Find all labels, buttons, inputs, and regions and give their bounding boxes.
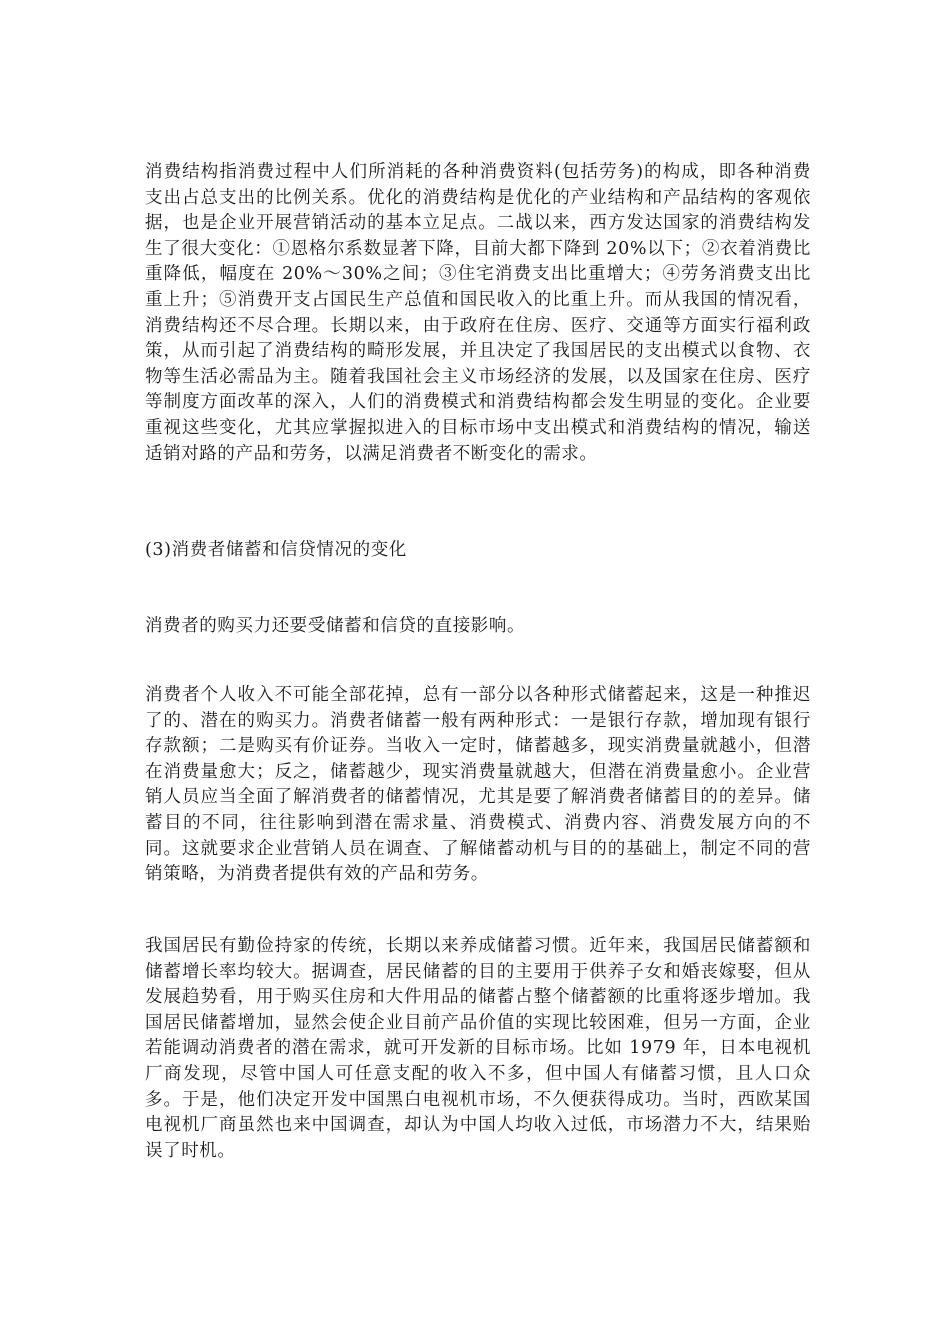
paragraph-savings-intro: 消费者的购买力还要受储蓄和信贷的直接影响。 xyxy=(145,616,526,636)
paragraph-consumption-structure: 消费结构指消费过程中人们所消耗的各种消费资料(包括劳务)的构成，即各种消费支出占总支出的比例关系。优化的消费结构是优化的产业结构和产品结构的客观依据，也是企业开展营销活动的基本立足点。二战以来，西方发达国家的消费结构发生了很大变化：①恩格尔系数显著下降，目前大都下降到 20%以下；②衣着消费比重降低，幅度在 20%～30%之间；③住宅消费支出比重增大；④劳务消费支出比重上升；⑤消费开支占国民生产总值和国民收入的比重上升。而从我国的情况看，消费结构还不尽合理。长期以来，由于政府在住房、医疗、交通等方面实行福利政策，从而引起了消费结构的畸形发展，并且决定了我国居民的支出模式以食物、衣物等生活必需品为主。随着我国社会主义市场经济的发展，以及国家在住房、医疗等制度方面改革的深入，人们的消费模式和消费结构都会发生明显的变化。企业要重视这些变化，尤其应掌握拟进入的目标市场中支出模式和消费结构的情况，输送适销对路的产品和劳务，以满足消费者不断变化的需求。 xyxy=(145,162,811,464)
paragraph-savings-forms: 消费者个人收入不可能全部花掉，总有一部分以各种形式储蓄起来，这是一种推迟了的、潜在的购买力。消费者储蓄一般有两种形式：一是银行存款，增加现有银行存款额；二是购买有价证券。当收入一定时，储蓄越多，现实消费量就越小，但潜在消费量愈大；反之，储蓄越少，现实消费量就越大，但潜在消费量愈小。企业营销人员应当全面了解消费者的储蓄情况，尤其是要了解消费者储蓄目的的差异。储蓄目的不同，往往影响到潜在需求量、消费模式、消费内容、消费发展方向的不同。这就要求企业营销人员在调查、了解储蓄动机与目的的基础上，制定不同的营销策略，为消费者提供有效的产品和劳务。 xyxy=(145,685,811,885)
paragraph-china-savings: 我国居民有勤俭持家的传统，长期以来养成储蓄习惯。近年来，我国居民储蓄额和储蓄增长率均较大。据调查，居民储蓄的目的主要用于供养子女和婚丧嫁娶，但从发展趋势看，用于购买住房和大件用品的储蓄占整个储蓄额的比重将逐步增加。我国居民储蓄增加，显然会使企业目前产品价值的实现比较困难，但另一方面，企业若能调动消费者的潜在需求，就可开发新的目标市场。比如 1979 年，日本电视机厂商发现，尽管中国人可任意支配的收入不多，但中国人有储蓄习惯，且人口众多。于是，他们决定开发中国黑白电视机市场，不久便获得成功。当时，西欧某国电视机厂商虽然也来中国调查，却认为中国人均收入过低，市场潜力不大，结果贻误了时机。 xyxy=(145,936,811,1161)
section-heading: (3)消费者储蓄和信贷情况的变化 xyxy=(145,540,407,560)
